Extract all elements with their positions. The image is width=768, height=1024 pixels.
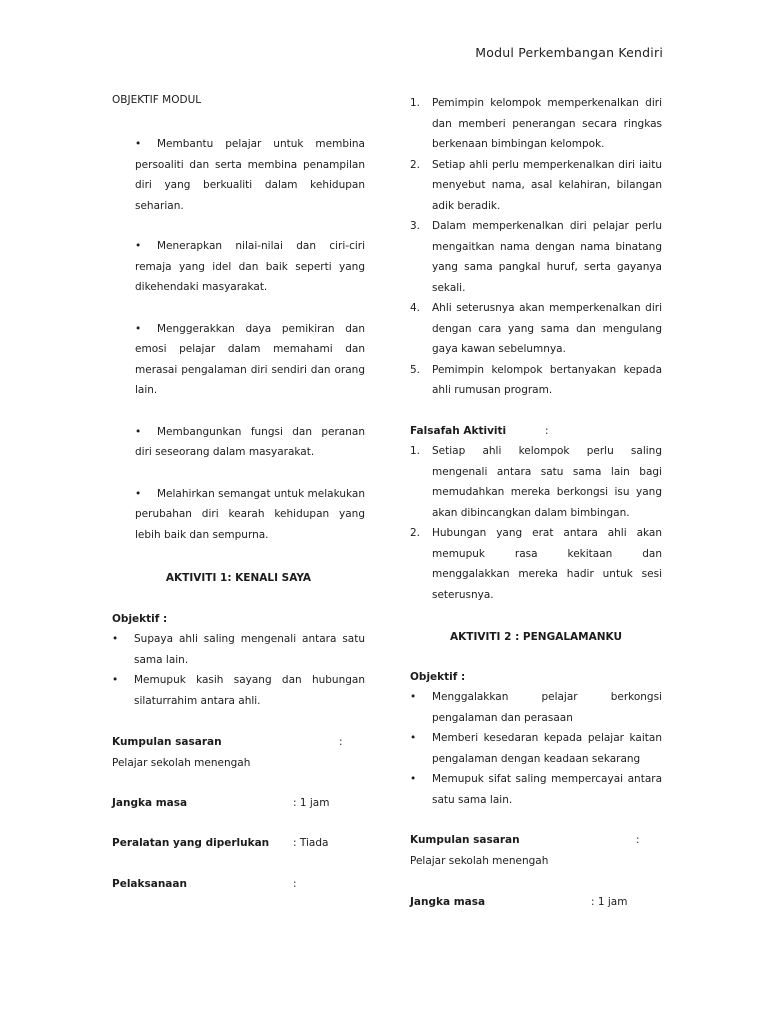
list-item: • Menggalakkan pelajar berkongsi pengalaman dan perasaan: [410, 691, 662, 724]
list-item: • Memberi kesedaran kepada pelajar kaitan pengalaman dengan keadaan sekarang: [410, 732, 662, 765]
list-item: 3. Dalam memperkenalkan diri pelajar perlu mengaitkan nama dengan nama binatang yang sama pangkal huruf, serta gayanya sekali.: [410, 220, 662, 294]
objektif-label: Objektif :: [112, 613, 168, 625]
list-item: 1. Setiap ahli kelompok perlu saling mengenali antara satu sama lain bagi memudahkan mereka berkongsi isu yang akan dibincangkan dalam bimbingan.: [410, 445, 662, 519]
page-header-title: Modul Perkembangan Kendiri: [475, 45, 663, 60]
list-item: • Supaya ahli saling mengenali antara satu sama lain.: [112, 633, 365, 666]
jangka-masa-row: [410, 892, 662, 913]
falsafah-aktiviti-label: Falsafah Aktiviti: [410, 424, 507, 437]
peralatan-row: [112, 833, 365, 854]
pelaksanaan-label: Pelaksanaan: [112, 877, 187, 890]
falsafah-list: [410, 441, 662, 605]
jangka-masa-value: : 1 jam: [591, 895, 628, 908]
list-item: • Menerapkan nilai-nilai dan ciri-ciri remaja yang idel dan baik seperti yang dikehendaki masyarakat.: [135, 240, 365, 293]
peralatan-value: : Tiada: [293, 837, 329, 849]
list-item: • Melahirkan semangat untuk melakukan perubahan diri kearah kehidupan yang lebih baik dan sempurna.: [135, 487, 365, 541]
list-item: 2. Setiap ahli perlu memperkenalkan diri iaitu menyebut nama, asal kelahiran, bilangan adik beradik.: [410, 158, 662, 212]
pelaksanaan-row: [112, 874, 365, 895]
objektif-label: Objektif :: [410, 671, 466, 683]
list-item: 5. Pemimpin kelompok bertanyakan kepada ahli rumusan program.: [410, 363, 662, 396]
objektif-list: [112, 629, 365, 711]
list-item: 2. Hubungan yang erat antara ahli akan memupuk rasa kekitaan dan menggalakkan mereka hadir untuk sesi seterusnya.: [410, 527, 662, 601]
left-column: [112, 93, 365, 894]
list-item: 4. Ahli seterusnya akan memperkenalkan diri dengan cara yang sama dan mengulang gaya kawan sebelumnya.: [410, 302, 662, 355]
aktiviti-2-title: AKTIVITI 2 : PENGALAMANKU: [450, 631, 622, 643]
kumpulan-sasaran-row: [112, 732, 365, 753]
kumpulan-sasaran-value: Pelajar sekolah menengah: [410, 854, 549, 867]
list-item: • Membantu pelajar untuk membina persoaliti dan serta membina penampilan diri yang berkualiti dalam kehidupan seharian.: [135, 138, 365, 212]
pelaksanaan-steps-list: [410, 93, 662, 401]
jangka-masa-label: Jangka masa: [410, 895, 486, 908]
aktiviti-1-title: AKTIVITI 1: KENALI SAYA: [165, 572, 312, 584]
jangka-masa-value: : 1 jam: [293, 796, 330, 809]
right-column: [410, 93, 662, 912]
kumpulan-sasaran-row: [410, 830, 662, 851]
kumpulan-sasaran-colon: :: [636, 834, 640, 846]
pelaksanaan-colon: :: [293, 877, 297, 890]
falsafah-aktiviti-row: [410, 421, 662, 442]
peralatan-label: Peralatan yang diperlukan: [112, 837, 270, 849]
kumpulan-sasaran-label: Kumpulan sasaran: [410, 834, 520, 846]
kumpulan-sasaran-value: Pelajar sekolah menengah: [112, 756, 251, 769]
list-item: • Memupuk kasih sayang dan hubungan silaturrahim antara ahli.: [112, 674, 365, 707]
list-item: • Memupuk sifat saling mempercayai antara satu sama lain.: [410, 773, 662, 806]
jangka-masa-label: Jangka masa: [112, 796, 188, 809]
kumpulan-sasaran-label: Kumpulan sasaran: [112, 736, 222, 748]
list-item: • Menggerakkan daya pemikiran dan emosi pelajar dalam memahami dan merasai pengalaman diri sendiri dan orang lain.: [135, 322, 365, 396]
list-item: 1. Pemimpin kelompok memperkenalkan diri dan memberi penerangan secara ringkas berkenaan bimbingan kelompok.: [410, 97, 662, 150]
kumpulan-sasaran-colon: :: [339, 736, 343, 748]
objektif-modul-heading: OBJEKTIF MODUL: [112, 94, 202, 106]
list-item: • Membangunkan fungsi dan peranan diri seseorang dalam masyarakat.: [135, 425, 365, 458]
jangka-masa-row: [112, 793, 365, 814]
falsafah-aktiviti-colon: :: [545, 424, 549, 437]
objektif-list: [410, 687, 662, 810]
